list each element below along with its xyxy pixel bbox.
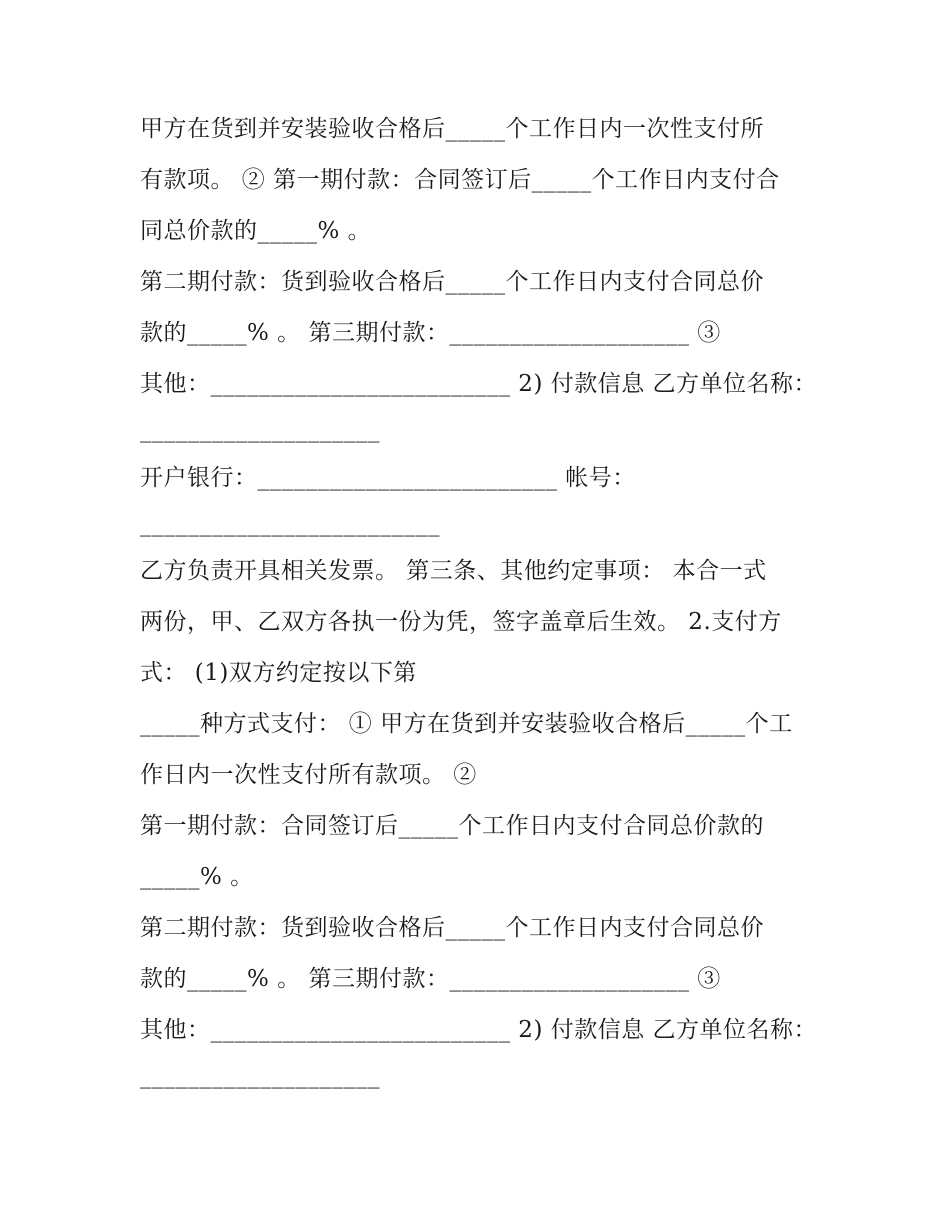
text-line: 乙方负责开具相关发票。 第三条、其他约定事项： 本合一式 — [140, 558, 767, 584]
text-line: 其他：_________________________ 2) 付款信息 乙方单位名称： — [140, 1017, 818, 1043]
text-line: _____种方式支付： ① 甲方在货到并安装验收合格后_____个工 — [140, 711, 793, 737]
text-line: 款的_____% 。 第三期付款：____________________ ③ — [140, 320, 721, 346]
text-line: 第一期付款：合同签订后_____个工作日内支付合同总价款的 — [140, 813, 764, 839]
text-line: ____________________ — [140, 1063, 380, 1089]
text-line: 式： (1)双方约定按以下第 — [140, 660, 417, 686]
text-line: 两份，甲、乙双方各执一份为凭，签字盖章后生效。 2.支付方 — [140, 609, 782, 635]
text-line: 第二期付款：货到验收合格后_____个工作日内支付合同总价 — [140, 269, 764, 295]
text-line: 其他：_________________________ 2) 付款信息 乙方单位名称： — [140, 371, 818, 397]
text-line: 开户银行：_________________________ 帐号： — [140, 465, 636, 491]
text-line: 作日内一次性支付所有款项。 ② — [140, 762, 477, 788]
text-line: 甲方在货到并安装验收合格后_____个工作日内一次性支付所 — [140, 116, 764, 142]
text-line: 有款项。 ② 第一期付款：合同签订后_____个工作日内支付合 — [140, 167, 780, 193]
text-line: _________________________ — [140, 511, 440, 537]
text-line: 款的_____% 。 第三期付款：____________________ ③ — [140, 966, 721, 992]
text-line: 第二期付款：货到验收合格后_____个工作日内支付合同总价 — [140, 915, 764, 941]
text-line: 同总价款的_____% 。 — [140, 218, 372, 244]
text-line: _____% 。 — [140, 864, 254, 890]
text-line: ____________________ — [140, 417, 380, 443]
